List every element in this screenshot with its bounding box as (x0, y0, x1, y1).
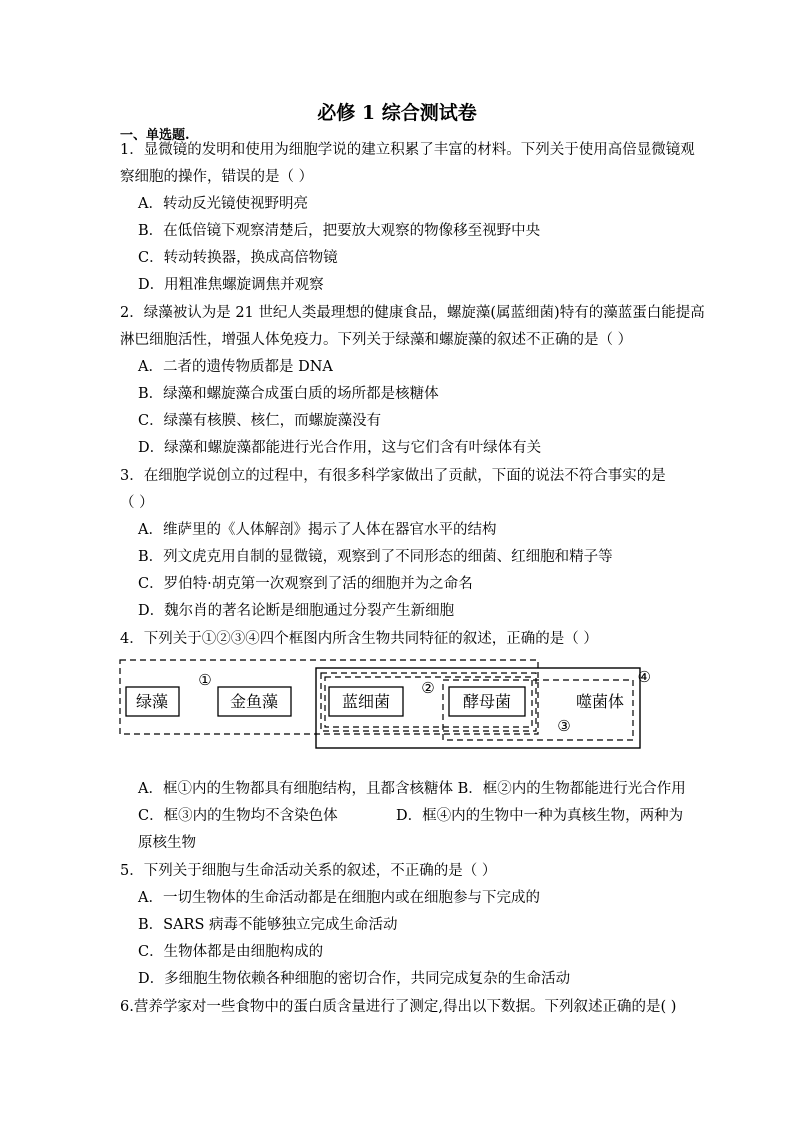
question-5-option-c: C．生物体都是由细胞构成的 (138, 944, 324, 960)
question-1-option-c: C．转动转换器，换成高倍物镜 (138, 250, 338, 266)
question-5-option-b: B．SARS 病毒不能够独立完成生命活动 (138, 917, 398, 933)
question-2-option-b: B．绿藻和螺旋藻合成蛋白质的场所都是核糖体 (138, 386, 439, 402)
question-1-option-d: D．用粗准焦螺旋调焦并观察 (138, 277, 324, 293)
box-3-label: ③ (557, 717, 571, 735)
question-3-option-c: C．罗伯特·胡克第一次观察到了活的细胞并为之命名 (138, 576, 473, 592)
item-hornwort: 金鱼藻 (229, 692, 279, 711)
question-3-option-d: D．魏尔肖的著名论断是细胞通过分裂产生新细胞 (138, 603, 455, 619)
question-4-diagram (118, 655, 651, 755)
question-2-stem-line-2: 淋巴细胞活性，增强人体免疫力。下列关于绿藻和螺旋藻的叙述不正确的是（ ） (120, 332, 633, 348)
item-bacteriophage: 噬菌体 (575, 692, 625, 711)
question-2-option-d: D．绿藻和螺旋藻都能进行光合作用，这与它们含有叶绿体有关 (138, 440, 542, 456)
question-2-option-c: C．绿藻有核膜、核仁，而螺旋藻没有 (138, 413, 382, 429)
section-heading: 一、单选题. (120, 128, 190, 143)
question-2-option-a: A．二者的遗传物质都是 DNA (138, 359, 333, 375)
question-3-option-b: B．列文虎克用自制的显微镜，观察到了不同形态的细菌、红细胞和精子等 (138, 549, 613, 565)
question-5-stem: 5．下列关于细胞与生命活动关系的叙述，不正确的是（ ） (120, 863, 497, 879)
question-1-stem-line-1: 1．显微镜的发明和使用为细胞学说的建立积累了丰富的材料。下列关于使用高倍显微镜观 (120, 142, 695, 158)
box-4-label: ④ (637, 668, 651, 686)
question-5-option-d: D．多细胞生物依赖各种细胞的密切合作，共同完成复杂的生命活动 (138, 971, 571, 987)
question-4-option-d-continued: 原核生物 (138, 835, 196, 851)
box-1-label: ① (198, 671, 212, 689)
item-cyanobacteria: 蓝细菌 (341, 692, 391, 711)
question-1-option-a: A．转动反光镜使视野明亮 (138, 196, 308, 212)
item-green-algae: 绿藻 (135, 692, 169, 711)
question-4-option-d: D．框④内的生物中一种为真核生物，两种为 (396, 808, 684, 824)
question-1-option-b: B．在低倍镜下观察清楚后，把要放大观察的物像移至视野中央 (138, 223, 541, 239)
question-4-option-c: C．框③内的生物均不含染色体 (138, 808, 338, 824)
question-4-options-ab: A．框①内的生物都具有细胞结构，且都含核糖体 B．框②内的生物都能进行光合作用 (138, 781, 686, 797)
page-title: 必修 1 综合测试卷 (317, 102, 477, 124)
question-6-stem: 6.营养学家对一些食物中的蛋白质含量进行了测定,得出以下数据。下列叙述正确的是( ) (120, 999, 677, 1015)
item-yeast: 酵母菌 (462, 692, 512, 711)
box-2-label: ② (421, 679, 435, 697)
question-4-stem: 4．下列关于①②③④四个框图内所含生物共同特征的叙述，正确的是（ ） (120, 631, 598, 647)
question-3-stem-line-1: 3．在细胞学说创立的过程中，有很多科学家做出了贡献，下面的说法不符合事实的是 (120, 468, 666, 484)
question-2-stem-line-1: 2．绿藻被认为是 21 世纪人类最理想的健康食品，螺旋藻(属蓝细菌)特有的藻蓝蛋白能提高 (120, 305, 705, 321)
question-3-stem-line-2: （ ） (120, 495, 154, 511)
question-1-stem-line-2: 察细胞的操作，错误的是（ ） (120, 169, 314, 185)
question-5-option-a: A．一切生物体的生命活动都是在细胞内或在细胞参与下完成的 (138, 890, 540, 906)
question-3-option-a: A．维萨里的《人体解剖》揭示了人体在器官水平的结构 (138, 522, 497, 538)
